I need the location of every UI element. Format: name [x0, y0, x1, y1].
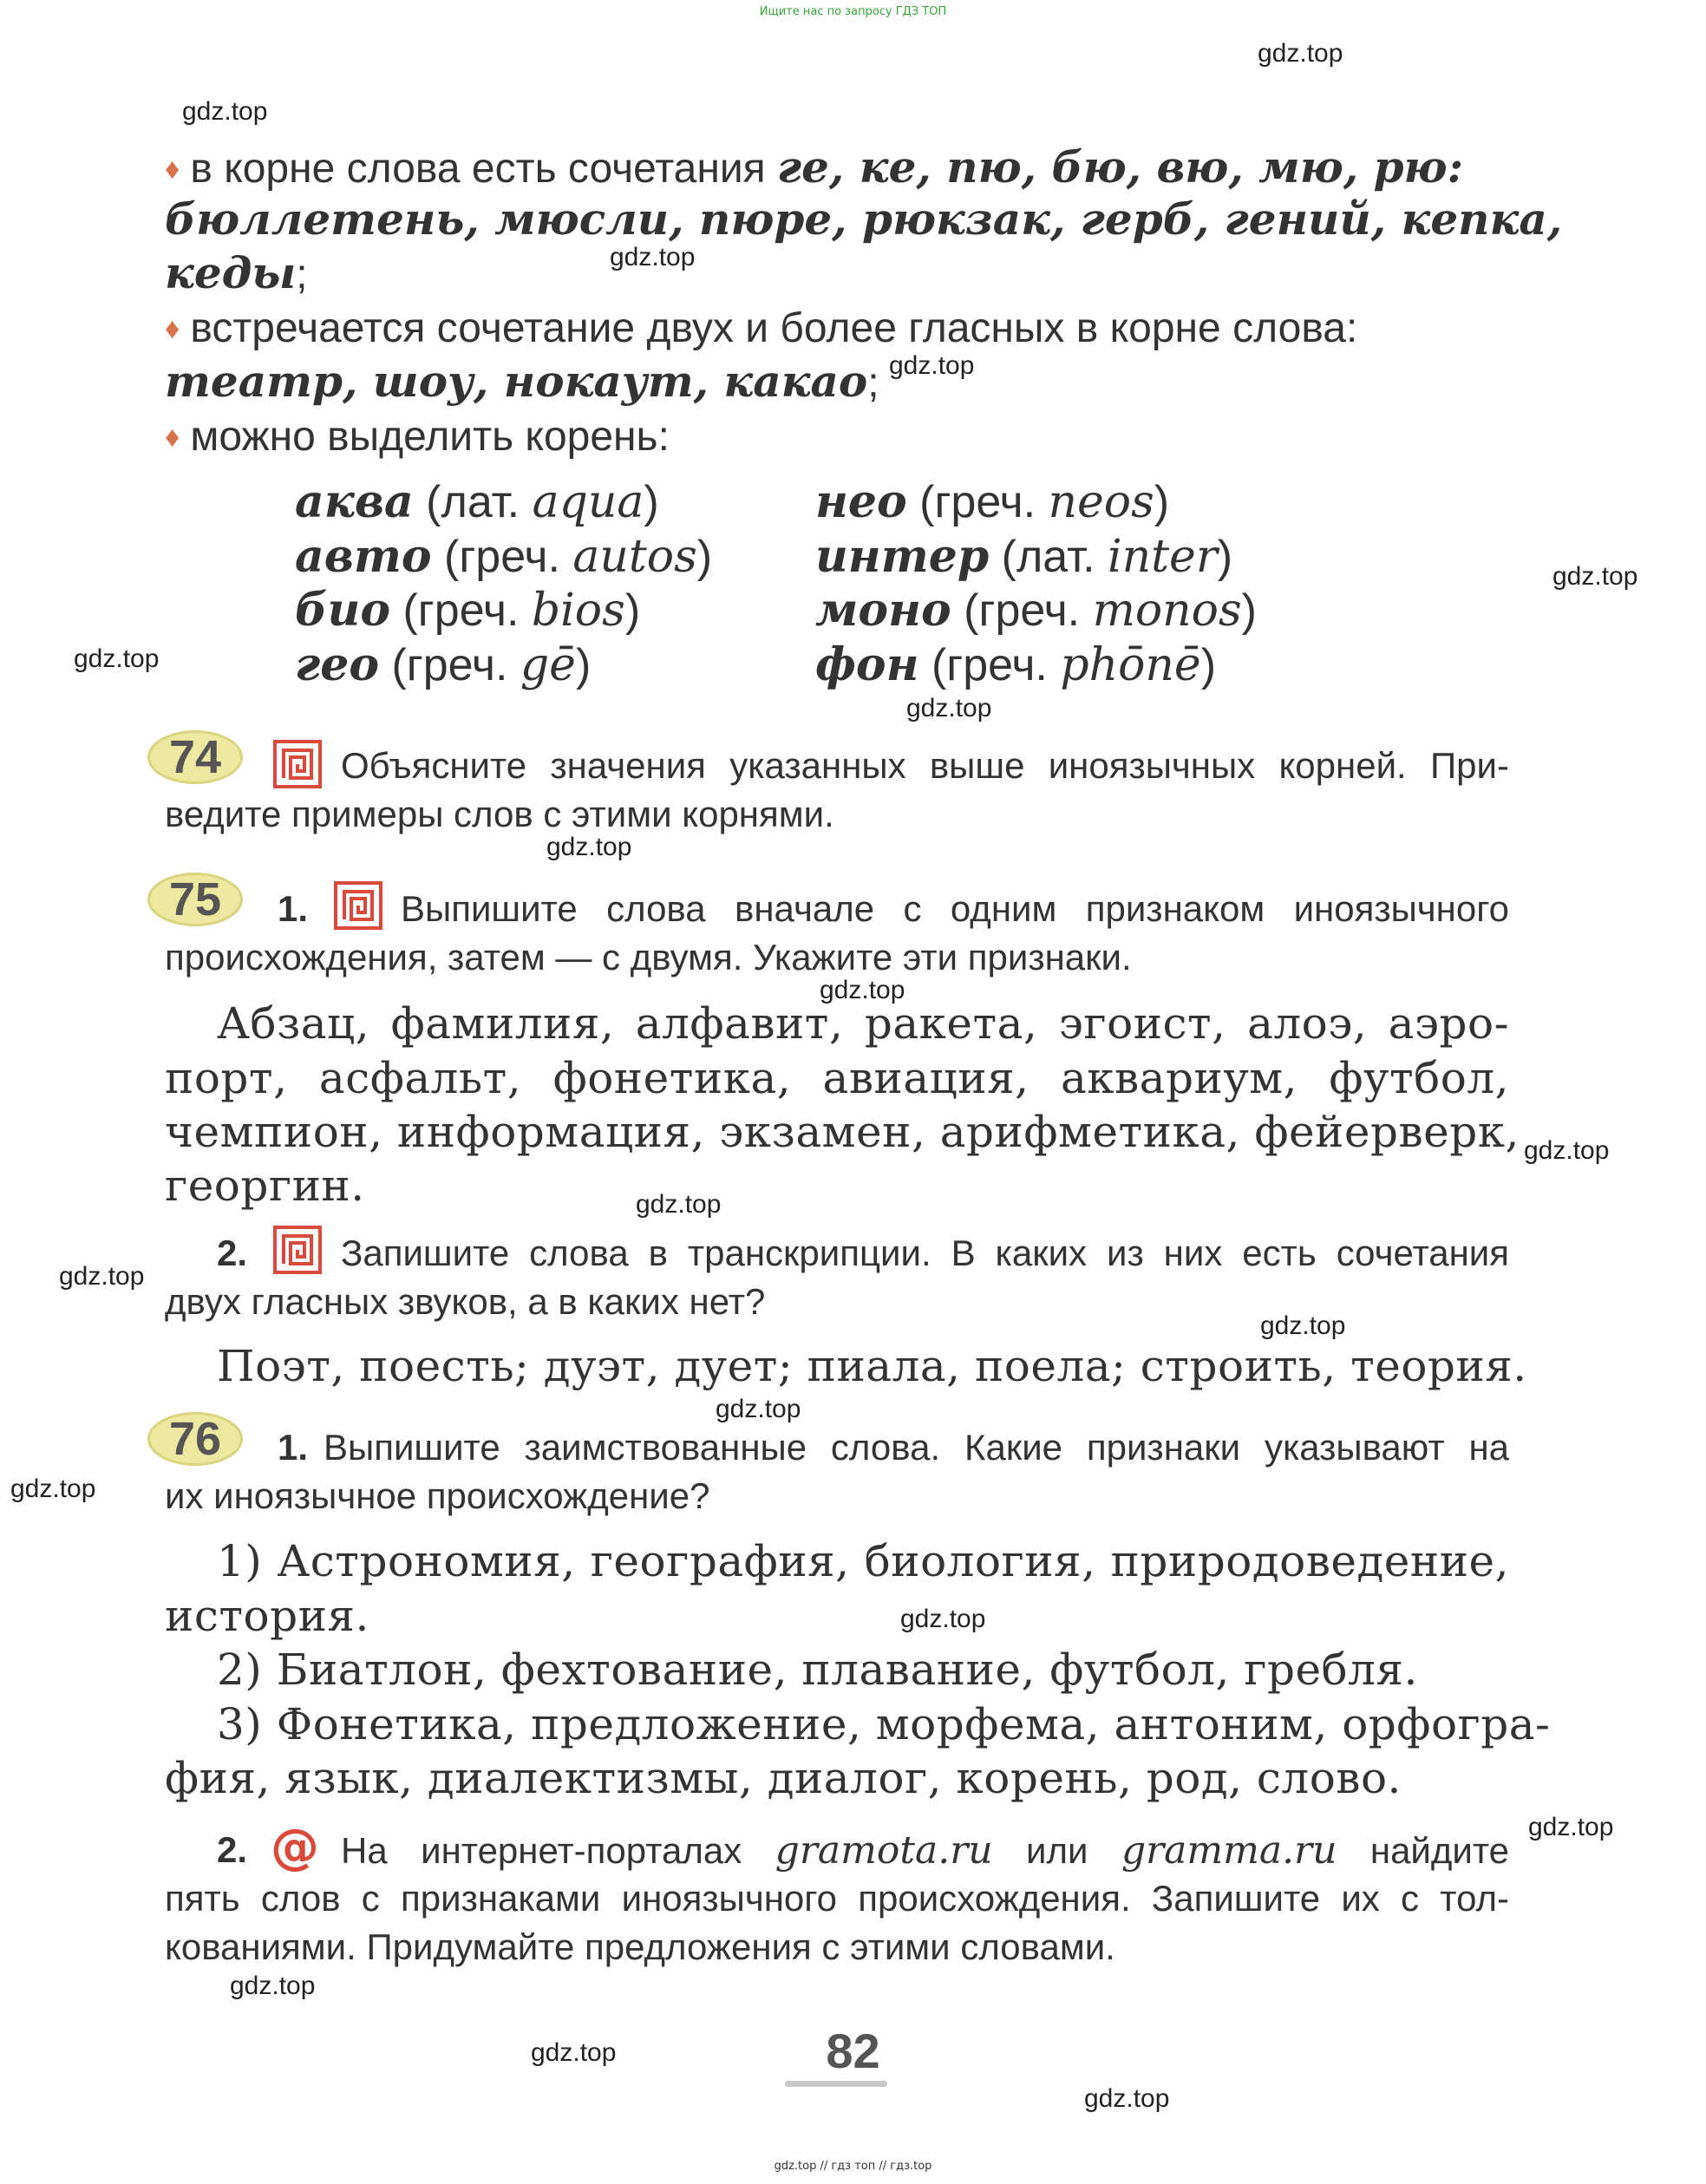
- root-lang: (лат.: [413, 477, 533, 527]
- rule-text: в корне слова есть сочетания: [190, 146, 777, 192]
- root-entry: [295, 530, 713, 583]
- exercise-75-task-2: двух гласных звуков, а в каких нет?: [165, 1281, 766, 1322]
- root-origin: autos: [572, 531, 697, 583]
- bottom-banner: gdz.top // гдз топ // гдз.top: [774, 2160, 932, 2173]
- exercise-number-badge: 76: [147, 1412, 243, 1466]
- watermark: gdz.top: [716, 1395, 801, 1423]
- task-text: или: [992, 1830, 1121, 1871]
- task-text: найдите: [1337, 1830, 1509, 1871]
- task-number: 2.: [217, 1829, 248, 1870]
- punctuation: ): [696, 532, 713, 582]
- exercise-75-task-1: Выпишите слова вначале с одним признаком иноязычного: [401, 888, 1509, 929]
- punctuation: ): [624, 585, 641, 636]
- exercise-74-text: Объясните значения указанных выше иноязычных корней. При-: [341, 745, 1509, 786]
- root-entry: [295, 638, 592, 691]
- root-entry: [815, 638, 1217, 691]
- root-origin: aqua: [532, 476, 644, 528]
- root-lang: (лат.: [989, 532, 1108, 582]
- watermark: gdz.top: [546, 833, 632, 861]
- watermark: gdz.top: [820, 976, 905, 1004]
- rule-examples: театр, шоу, нокаут, какао: [165, 356, 868, 407]
- exercise-75-words: чемпион, информация, экзамен, арифметика, фейерверк,: [165, 1107, 1520, 1157]
- spiral-square-icon: [273, 740, 322, 788]
- exercise-76-task-1: Выпишите заимствованные слова. Какие признаки указывают на: [324, 1427, 1509, 1468]
- rule-examples-end: [165, 247, 1509, 298]
- watermark: gdz.top: [610, 243, 696, 271]
- rule-examples: бюллетень, мюсли, пюре, рюкзак, герб, гений, кепка,: [165, 193, 1563, 245]
- root: био: [295, 584, 391, 637]
- root-lang: (греч.: [918, 640, 1061, 690]
- watermark: gdz.top: [636, 1190, 722, 1219]
- watermark: gdz.top: [1258, 39, 1343, 68]
- page-number: 82: [826, 2024, 880, 2078]
- rule-item-2: [165, 305, 1509, 351]
- exercise-75-words: Абзац, фамилия, алфавит, ракета, эгоист, алоэ, аэро-: [217, 998, 1509, 1049]
- watermark: gdz.top: [906, 694, 992, 723]
- rule-examples: кеды: [165, 247, 297, 298]
- exercise-75-words: георгин.: [165, 1161, 365, 1211]
- punctuation: ;: [296, 252, 308, 298]
- root: моно: [815, 584, 951, 637]
- task-text: На интернет-порталах: [341, 1830, 775, 1871]
- root-lang: (греч.: [906, 477, 1049, 527]
- rule-item-3: [165, 416, 1509, 458]
- exercise-76-task-2: пять слов с признаками иноязычного происхождения. Запишите их с тол-: [165, 1878, 1509, 1919]
- root-origin: neos: [1048, 476, 1154, 528]
- root-lang: (греч.: [431, 532, 573, 582]
- root-lang: (греч.: [951, 585, 1093, 636]
- root: аква: [295, 475, 414, 528]
- punctuation: ;: [867, 360, 879, 406]
- exercise-76-task-2: кованиями. Придумайте предложения с этими словами.: [165, 1926, 1115, 1967]
- rule-item-1: [165, 141, 1509, 193]
- watermark: gdz.top: [10, 1475, 96, 1503]
- root-origin: gē: [520, 639, 576, 691]
- watermark: gdz.top: [531, 2038, 617, 2067]
- diamond-bullet-icon: ♦: [165, 312, 180, 345]
- exercise-76-group-1: история.: [165, 1591, 369, 1641]
- rule-text: можно выделить корень:: [190, 414, 670, 460]
- exercise-75-task-2: Запишите слова в транскрипции. В каких из них есть сочетания: [341, 1233, 1509, 1273]
- root: авто: [295, 530, 432, 583]
- site-link[interactable]: gramota.ru: [775, 1828, 993, 1873]
- punctuation: ): [1217, 532, 1233, 582]
- diamond-bullet-icon: ♦: [165, 421, 180, 454]
- watermark: gdz.top: [900, 1605, 986, 1633]
- at-icon: @: [271, 1819, 319, 1875]
- punctuation: ): [1200, 640, 1217, 690]
- site-link[interactable]: gramma.ru: [1121, 1828, 1337, 1873]
- exercise-75-transcription-words: Поэт, поесть; дуэт, дует; пиала, поела; строить, теория.: [217, 1341, 1527, 1391]
- exercise-number-badge: 75: [147, 873, 243, 926]
- exercise-76-group-1: 1) Астрономия, география, биология, природоведение,: [217, 1536, 1509, 1586]
- exercise-76-group-3: фия, язык, диалектизмы, диалог, корень, род, слово.: [165, 1753, 1402, 1803]
- top-banner: Ищите нас по запросу ГДЗ ТОП: [759, 5, 947, 18]
- diamond-bullet-icon: ♦: [165, 153, 180, 186]
- rule-examples-2: [165, 356, 1509, 407]
- root-entry: [815, 475, 1170, 528]
- exercise-75-task-1: происхождения, затем — с двумя. Укажите эти признаки.: [165, 937, 1132, 978]
- root-lang: (греч.: [379, 640, 520, 690]
- watermark: gdz.top: [182, 97, 268, 126]
- punctuation: ): [1154, 477, 1170, 527]
- task-number: 2.: [217, 1233, 248, 1273]
- spiral-square-icon: [273, 1226, 322, 1274]
- watermark: gdz.top: [889, 351, 975, 380]
- exercise-76-group-2: 2) Биатлон, фехтование, плавание, футбол, гребля.: [217, 1645, 1418, 1695]
- root-entry: [815, 530, 1233, 583]
- watermark: gdz.top: [1260, 1311, 1346, 1340]
- task-number: 1.: [278, 1427, 309, 1468]
- root: нео: [815, 475, 907, 528]
- root: фон: [815, 638, 919, 691]
- punctuation: ): [1241, 585, 1257, 636]
- watermark: gdz.top: [1528, 1813, 1614, 1841]
- watermark: gdz.top: [230, 1971, 316, 2000]
- watermark: gdz.top: [1552, 562, 1638, 591]
- root: интер: [815, 530, 990, 583]
- exercise-76-task-1: их иноязычное происхождение?: [165, 1475, 710, 1516]
- root-origin: bios: [531, 585, 625, 637]
- task-number: 1.: [278, 888, 309, 929]
- exercise-number-badge: 74: [147, 730, 243, 784]
- rule-combos: ге, ке, пю, бю, вю, мю, рю:: [777, 141, 1464, 193]
- rule-text: встречается сочетание двух и более гласных в корне слова:: [190, 305, 1358, 351]
- watermark: gdz.top: [1524, 1136, 1610, 1165]
- spiral-square-icon: [334, 881, 382, 930]
- punctuation: ): [575, 640, 592, 690]
- watermark: gdz.top: [59, 1262, 145, 1291]
- root-entry: [295, 475, 659, 528]
- watermark: gdz.top: [1084, 2084, 1170, 2113]
- root: гео: [295, 638, 380, 691]
- root-origin: phōnē: [1060, 639, 1201, 691]
- exercise-74-text: ведите примеры слов с этими корнями.: [165, 794, 834, 834]
- exercise-76-group-3: 3) Фонетика, предложение, морфема, антоним, орфогра-: [217, 1699, 1551, 1749]
- exercise-76-task-2: [341, 1828, 1509, 1873]
- exercise-75-words: порт, асфальт, фонетика, авиация, аквариум, футбол,: [165, 1053, 1509, 1103]
- root-origin: inter: [1108, 531, 1218, 583]
- root-origin: monos: [1092, 585, 1242, 637]
- page-number-underline: [785, 2081, 887, 2087]
- punctuation: ): [644, 477, 659, 527]
- root-entry: [815, 584, 1257, 637]
- root-lang: (греч.: [390, 585, 532, 636]
- watermark: gdz.top: [74, 644, 160, 673]
- root-entry: [295, 584, 641, 637]
